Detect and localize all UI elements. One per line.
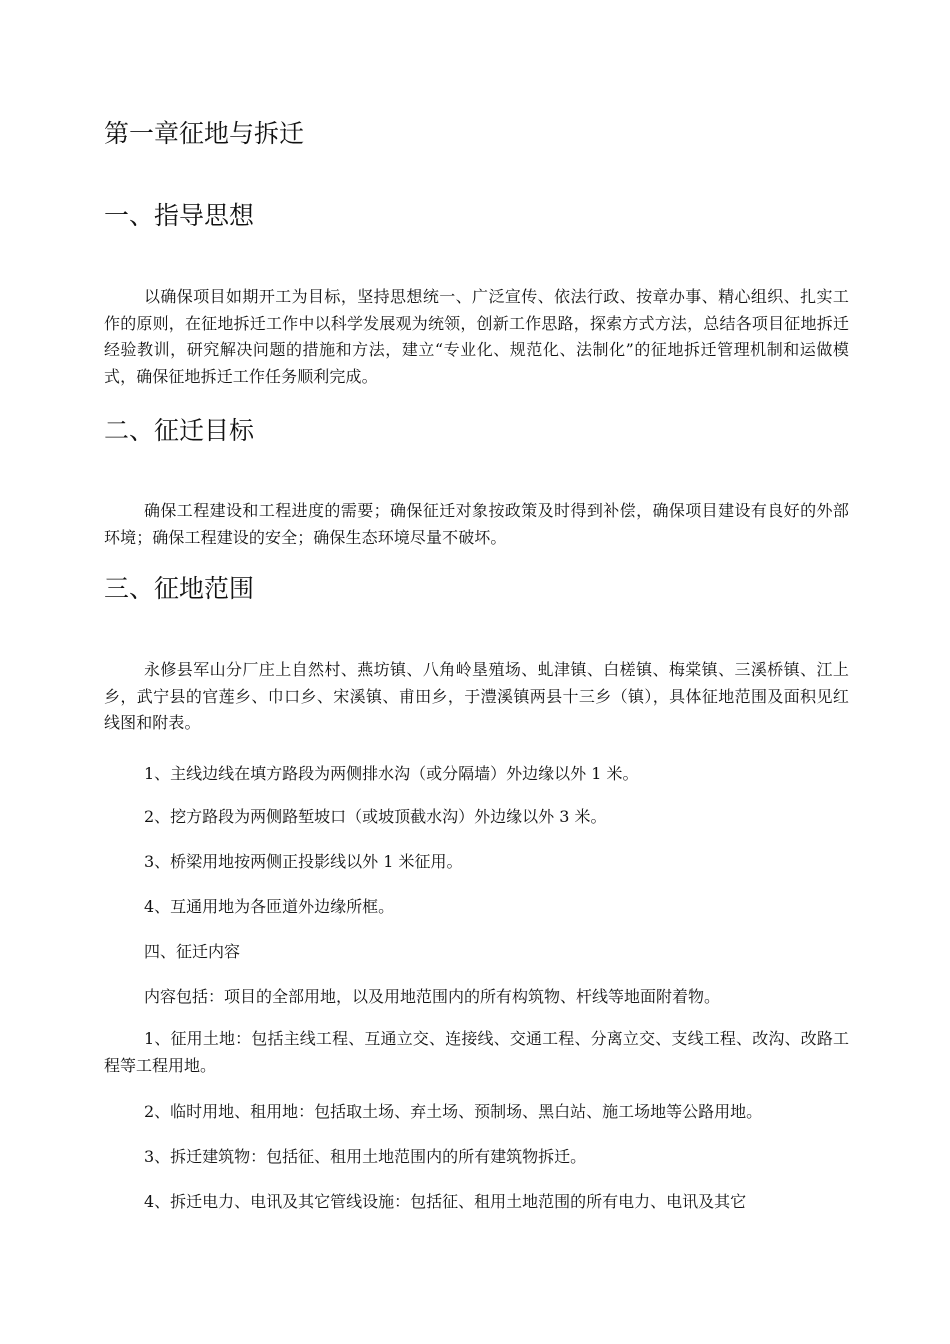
list-item: 1、征用土地：包括主线工程、互通立交、连接线、交通工程、分离立交、支线工程、改沟、改路工程等工程用地。 — [104, 1029, 849, 1075]
list-item: 3、拆迁建筑物：包括征、租用土地范围内的所有建筑物拆迁。 — [144, 1147, 587, 1166]
section-heading-land-scope: 三、征地范围 — [104, 574, 255, 603]
paragraph-relocation-goals: 确保工程建设和工程进度的需要；确保征迁对象按政策及时得到补偿，确保项目建设有良好的外部环境；确保工程建设的安全；确保生态环境尽量不破坏。 — [104, 501, 849, 547]
subsection-heading-relocation-content: 四、征迁内容 — [144, 942, 241, 961]
list-item: 内容包括：项目的全部用地，以及用地范围内的所有构筑物、杆线等地面附着物。 — [144, 987, 721, 1006]
section-heading-relocation-goals: 二、征迁目标 — [104, 416, 255, 445]
paragraph-land-scope: 永修县军山分厂庄上自然村、燕坊镇、八角岭垦殖场、虬津镇、白槎镇、梅棠镇、三溪桥镇、江上乡，武宁县的官莲乡、巾口乡、宋溪镇、甫田乡，于澧溪镇两县十三乡（镇），具体征地范围及面积见红线图和附表。 — [104, 660, 849, 732]
list-item: 4、拆迁电力、电讯及其它管线设施：包括征、租用土地范围的所有电力、电讯及其它 — [144, 1192, 747, 1211]
chapter-title: 第一章征地与拆迁 — [104, 119, 305, 148]
list-item: 4、互通用地为各匝道外边缘所框。 — [144, 897, 395, 916]
paragraph-guiding-ideology: 以确保项目如期开工为目标，坚持思想统一、广泛宣传、依法行政、按章办事、精心组织、扎实工作的原则，在征地拆迁工作中以科学发展观为统领，创新工作思路，探索方式方法，总结各项目征地拆迁经验教训，研究解决问题的措施和方法，建立“专业化、规范化、法制化”的征地拆迁管理机制和运做模式，确保征地拆迁工作任务顺利完成。 — [104, 287, 849, 386]
list-item: 3、桥梁用地按两侧正投影线以外 1 米征用。 — [144, 852, 463, 871]
list-item: 1、主线边线在填方路段为两侧排水沟（或分隔墙）外边缘以外 1 米。 — [144, 764, 639, 783]
list-item: 2、挖方路段为两侧路堑坡口（或坡顶截水沟）外边缘以外 3 米。 — [144, 807, 607, 826]
list-item: 2、临时用地、租用地：包括取土场、弃土场、预制场、黑白站、施工场地等公路用地。 — [144, 1102, 763, 1121]
section-heading-guiding-ideology: 一、指导思想 — [104, 201, 255, 230]
